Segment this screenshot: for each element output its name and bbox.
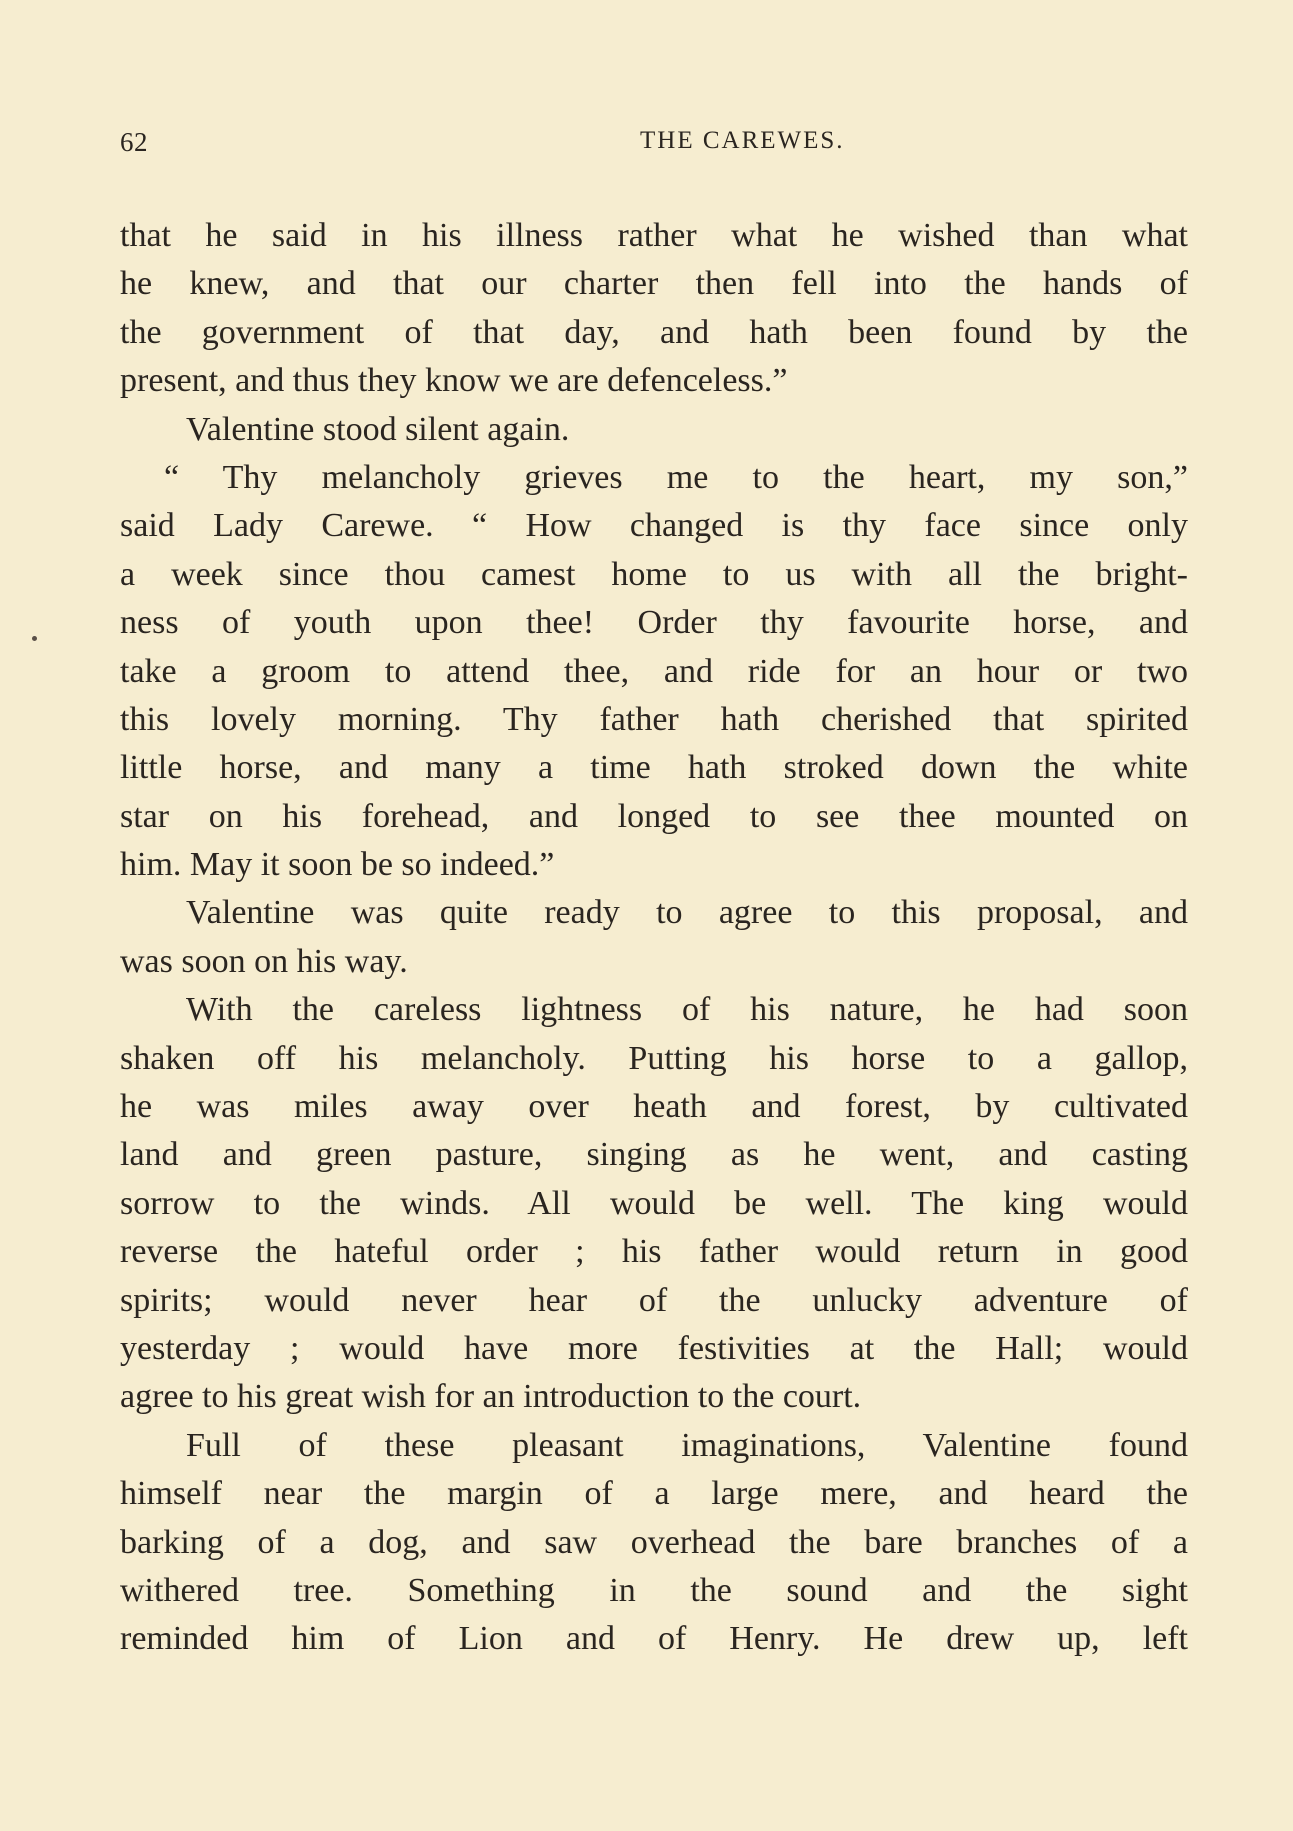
- text-line: With the careless lightness of his nature, he had soon: [186, 991, 1188, 1029]
- text-line: sorrow to the winds. All would be well. The king would: [120, 1184, 1188, 1222]
- margin-mark: [32, 636, 37, 641]
- text-line: a week since thou camest home to us with all the bright-: [120, 555, 1188, 593]
- text-line: take a groom to attend thee, and ride for an hour or two: [120, 652, 1188, 690]
- running-head: THE CAREWES.: [640, 127, 845, 154]
- text-line: ness of youth upon thee! Order thy favourite horse, and: [120, 604, 1188, 642]
- text-line: present, and thus they know we are defenceless.”: [120, 362, 788, 400]
- text-line: reminded him of Lion and of Henry. He drew up, left: [120, 1620, 1188, 1658]
- text-line: was soon on his way.: [120, 942, 408, 980]
- text-line: this lovely morning. Thy father hath cherished that spirited: [120, 700, 1188, 738]
- text-line: agree to his great wish for an introduction to the court.: [120, 1378, 862, 1416]
- page-number: 62: [120, 127, 148, 157]
- text-line: withered tree. Something in the sound and the sight: [120, 1571, 1188, 1609]
- text-line: he was miles away over heath and forest, by cultivated: [120, 1088, 1188, 1126]
- text-line: reverse the hateful order ; his father would return in good: [120, 1233, 1188, 1271]
- text-line: that he said in his illness rather what he wished than what: [120, 217, 1188, 254]
- text-line: said Lady Carewe. “ How changed is thy face since only: [120, 507, 1188, 545]
- text-line: the government of that day, and hath been found by the: [120, 313, 1188, 351]
- text-line: little horse, and many a time hath stroked down the white: [120, 749, 1188, 787]
- text-line: “ Thy melancholy grieves me to the heart, my son,”: [164, 458, 1188, 496]
- text-line: barking of a dog, and saw overhead the bare branches of a: [120, 1523, 1188, 1561]
- text-line: shaken off his melancholy. Putting his horse to a gallop,: [120, 1039, 1188, 1077]
- text-line: he knew, and that our charter then fell into the hands of: [120, 265, 1188, 303]
- text-line: himself near the margin of a large mere, and heard the: [120, 1475, 1188, 1513]
- text-line: Valentine was quite ready to agree to this proposal, and: [186, 894, 1188, 932]
- text-line: spirits; would never hear of the unlucky adventure of: [120, 1281, 1188, 1319]
- page-header: [120, 127, 1188, 167]
- text-line: land and green pasture, singing as he went, and casting: [120, 1136, 1188, 1174]
- body-text: [120, 212, 1188, 1664]
- text-line: yesterday ; would have more festivities at the Hall; would: [120, 1329, 1188, 1367]
- text-line: star on his forehead, and longed to see thee mounted on: [120, 797, 1188, 835]
- text-line: him. May it soon be so indeed.”: [120, 846, 555, 884]
- text-line: Valentine stood silent again.: [186, 410, 570, 448]
- text-line: Full of these pleasant imaginations, Valentine found: [186, 1426, 1188, 1464]
